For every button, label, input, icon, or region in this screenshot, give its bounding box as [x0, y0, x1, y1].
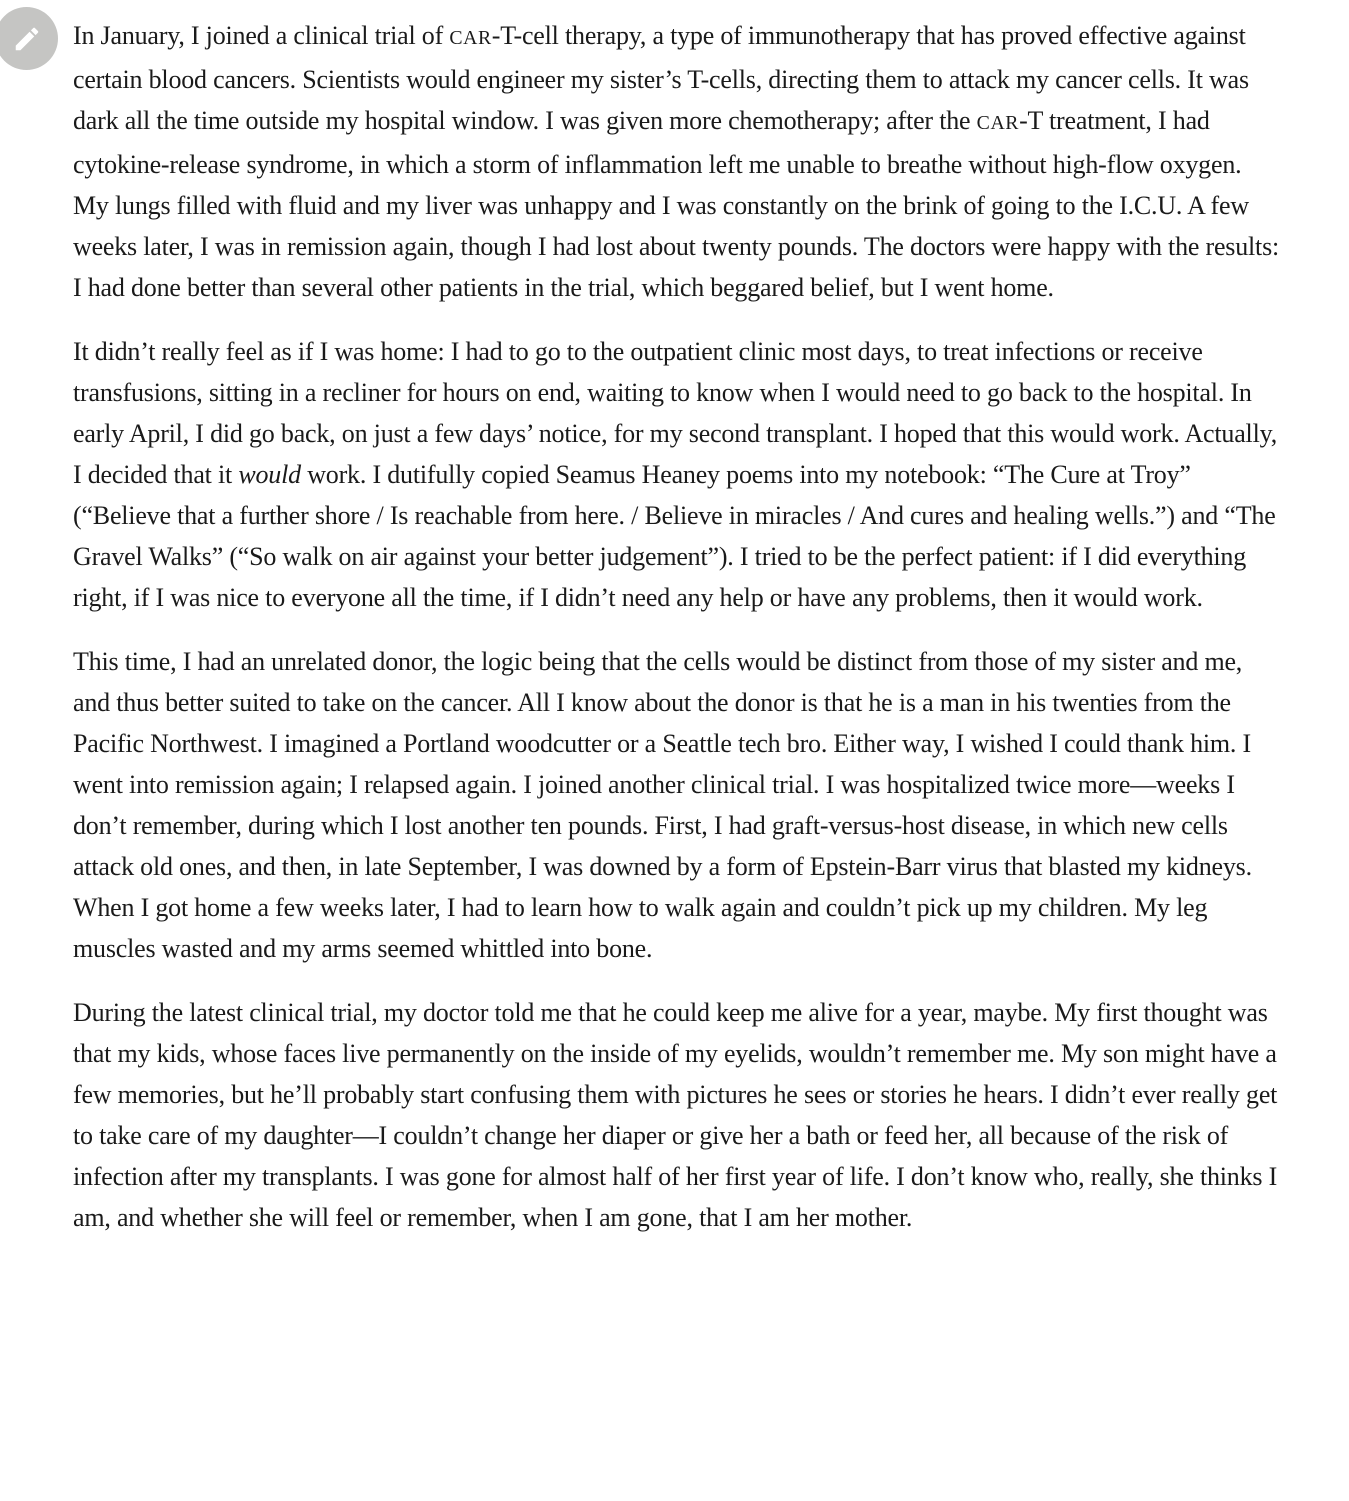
paragraph: [73, 641, 1280, 969]
paragraph: [73, 15, 1280, 308]
text-run: work. I dutifully copied Seamus Heaney poems into my notebook: “The Cure at Troy” (“Believe that a further shore / Is reachable from here. / Believe in miracles / And cures and healing wells.”) and “The Gravel Walks” (“So walk on air against your better judgement”). I tried to be the perfect patient: if I did everything right, if I was nice to everyone all the time, if I didn’t need any help or have any problems, then it would work.: [73, 460, 1276, 612]
paragraph: [73, 331, 1280, 618]
text-run: -T treatment, I had cytokine-release syndrome, in which a storm of inflammation left me unable to breathe without high-flow oxygen. My lungs filled with fluid and my liver was unhappy and I was constantly on the brink of going to the I.C.U. A few weeks later, I was in remission again, though I had lost about twenty pounds. The doctors were happy with the results: I had done better than several other patients in the trial, which beggared belief, but I went home.: [73, 106, 1280, 302]
paragraph: [73, 992, 1280, 1238]
text-run-it: would: [238, 460, 301, 489]
text-run-sc: CAR: [449, 27, 492, 49]
text-run: -T-cell therapy, a type of immunotherapy that has proved effective against certain blood cancers. Scientists would engineer my sister’s T-cells, directing them to attack my cancer cells. It was dark all the time outside my hospital window. I was given more chemotherapy; after the: [73, 21, 1249, 135]
text-run: It didn’t really feel as if I was home: I had to go to the outpatient clinic most days, to treat infections or receive transfusions, sitting in a recliner for hours on end, waiting to know when I would need to go back to the hospital. In early April, I did go back, on just a few days’ notice, for my second transplant. I hoped that this would work. Actually, I decided that it: [73, 337, 1278, 489]
text-run: During the latest clinical trial, my doctor told me that he could keep me alive for a year, maybe. My first thought was that my kids, whose faces live permanently on the inside of my eyelids, wouldn’t remember me. My son might have a few memories, but he’ll probably start confusing them with pictures he sees or stories he hears. I didn’t ever really get to take care of my daughter—I couldn’t change her diaper or give her a bath or feed her, all because of the risk of infection after my transplants. I was gone for almost half of her first year of life. I don’t know who, really, she thinks I am, and whether she will feel or remember, when I am gone, that I am her mother.: [73, 998, 1278, 1232]
text-run: This time, I had an unrelated donor, the logic being that the cells would be distinct from those of my sister and me, and thus better suited to take on the cancer. All I know about the donor is that he is a man in his twenties from the Pacific Northwest. I imagined a Portland woodcutter or a Seattle tech bro. Either way, I wished I could thank him. I went into remission again; I relapsed again. I joined another clinical trial. I was hospitalized twice more—weeks I don’t remember, during which I lost another ten pounds. First, I had graft-versus-host disease, in which new cells attack old ones, and then, in late September, I was downed by a form of Epstein-Barr virus that blasted my kidneys. When I got home a few weeks later, I had to learn how to walk again and couldn’t pick up my children. My leg muscles wasted and my arms seemed whittled into bone.: [73, 647, 1252, 963]
pencil-icon: [12, 24, 42, 54]
text-run-sc: CAR: [976, 112, 1020, 134]
text-run: In January, I joined a clinical trial of: [73, 21, 450, 50]
article-body: [73, 15, 1280, 1238]
edit-button[interactable]: [0, 7, 58, 70]
